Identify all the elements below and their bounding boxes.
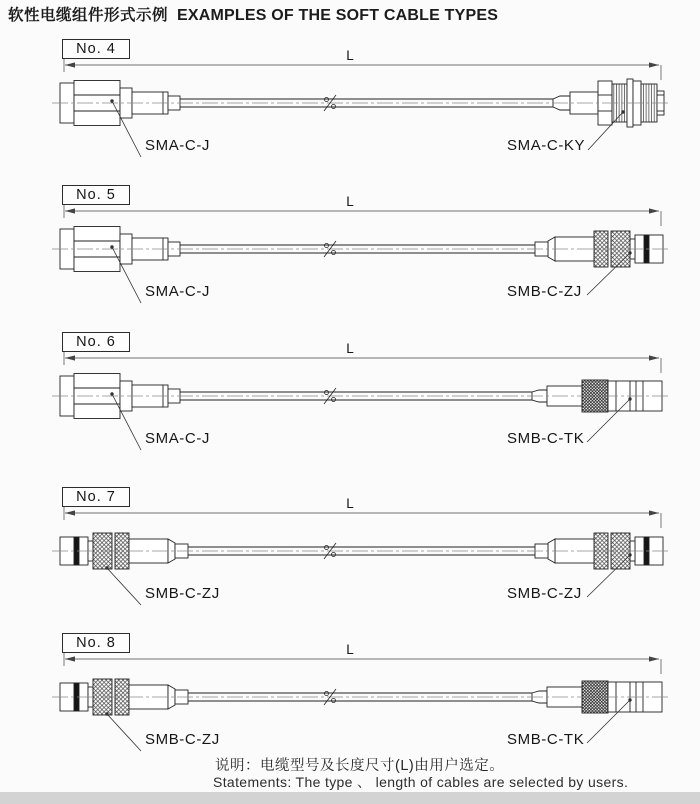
page-title-en: EXAMPLES OF THE SOFT CABLE TYPES xyxy=(177,7,499,24)
right-connector-label: SMA-C-KY xyxy=(507,137,586,154)
page-bottom-edge xyxy=(0,792,700,804)
row-number-badge: No. 8 xyxy=(62,633,130,653)
left-connector-label: SMA-C-J xyxy=(145,430,211,447)
cable-row-no7 xyxy=(0,486,700,621)
right-connector-label: SMB-C-TK xyxy=(507,731,585,748)
cable-row-no4 xyxy=(0,38,700,173)
right-connector-label: SMB-C-TK xyxy=(507,430,585,447)
row-number-badge: No. 4 xyxy=(62,39,130,59)
page-title xyxy=(8,3,498,25)
cable-row-no6 xyxy=(0,331,700,466)
length-dimension-label: L xyxy=(346,496,354,511)
row-number-badge: No. 6 xyxy=(62,332,130,352)
length-dimension-label: L xyxy=(346,48,354,63)
left-connector-label: SMB-C-ZJ xyxy=(145,585,220,602)
cable-row-no5 xyxy=(0,184,700,319)
page-title-zh: 软性电缆组件形式示例 xyxy=(8,7,169,24)
left-connector-label: SMA-C-J xyxy=(145,283,211,300)
length-dimension-label: L xyxy=(346,642,354,657)
right-connector-label: SMB-C-ZJ xyxy=(507,283,582,300)
statement-line-en: Statements: The type 、 length of cables are selected by users. xyxy=(213,774,629,790)
length-dimension-label: L xyxy=(346,341,354,356)
left-connector-label: SMB-C-ZJ xyxy=(145,731,220,748)
statement-line-zh: 说明：电缆型号及长度尺寸(L)由用户选定。 xyxy=(215,758,505,774)
row-number-badge: No. 5 xyxy=(62,185,130,205)
right-connector-label: SMB-C-ZJ xyxy=(507,585,582,602)
cable-row-no8 xyxy=(0,632,700,767)
length-dimension-label: L xyxy=(346,194,354,209)
row-number-badge: No. 7 xyxy=(62,487,130,507)
left-connector-label: SMA-C-J xyxy=(145,137,211,154)
